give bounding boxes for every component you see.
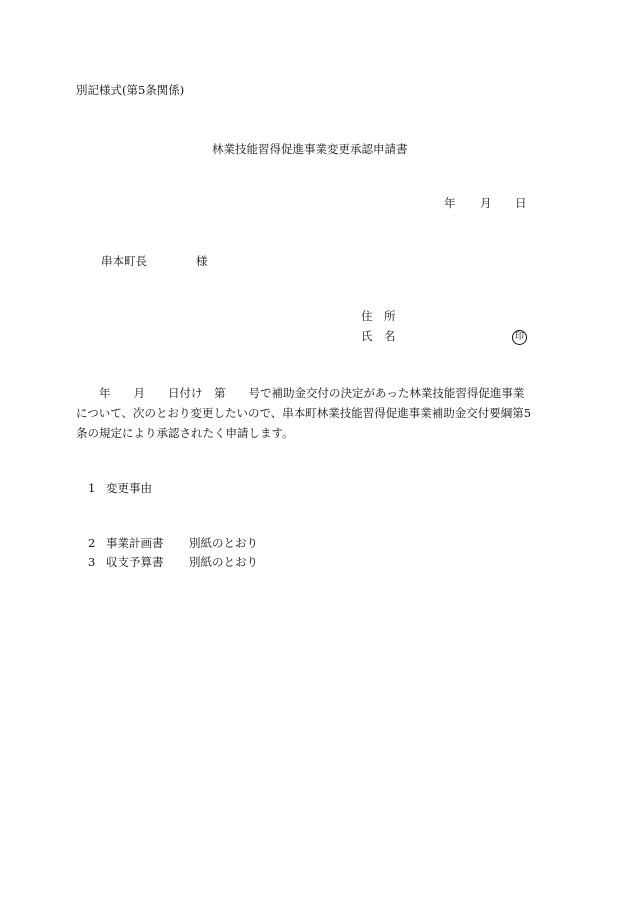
item-2-value: 別紙のとおり bbox=[189, 536, 258, 550]
item-1-number: 1 bbox=[88, 481, 96, 495]
date-day: 日 bbox=[515, 196, 527, 210]
addressee-name: 串本町長 bbox=[101, 254, 147, 268]
item-1-label: 変更事由 bbox=[106, 481, 152, 495]
body-line-1: 年 月 日付け 第 号で補助金交付の決定があった林業技能習得促進事業 bbox=[76, 386, 525, 400]
item-2-number: 2 bbox=[88, 536, 96, 550]
form-reference: 別記様式(第5条関係) bbox=[76, 83, 185, 97]
document-title: 林業技能習得促進事業変更承認申請書 bbox=[212, 142, 408, 156]
date-year: 年 bbox=[444, 196, 456, 210]
body-paragraph bbox=[76, 383, 566, 443]
date-month: 月 bbox=[480, 196, 492, 210]
applicant-address-label: 住 所 bbox=[361, 309, 396, 323]
item-3-value: 別紙のとおり bbox=[189, 555, 258, 569]
body-line-2: について、次のとおり変更したいので、串本町林業技能習得促進事業補助金交付要綱第5 bbox=[76, 406, 532, 420]
seal-mark: 印 bbox=[512, 330, 527, 345]
item-3-number: 3 bbox=[88, 555, 96, 569]
body-line-3: 条の規定により承認されたく申請します。 bbox=[76, 426, 294, 440]
addressee-honorific: 様 bbox=[196, 254, 208, 268]
item-2-label: 事業計画書 bbox=[106, 536, 164, 550]
applicant-name-label: 氏 名 bbox=[361, 329, 396, 343]
item-3-label: 収支予算書 bbox=[106, 555, 164, 569]
